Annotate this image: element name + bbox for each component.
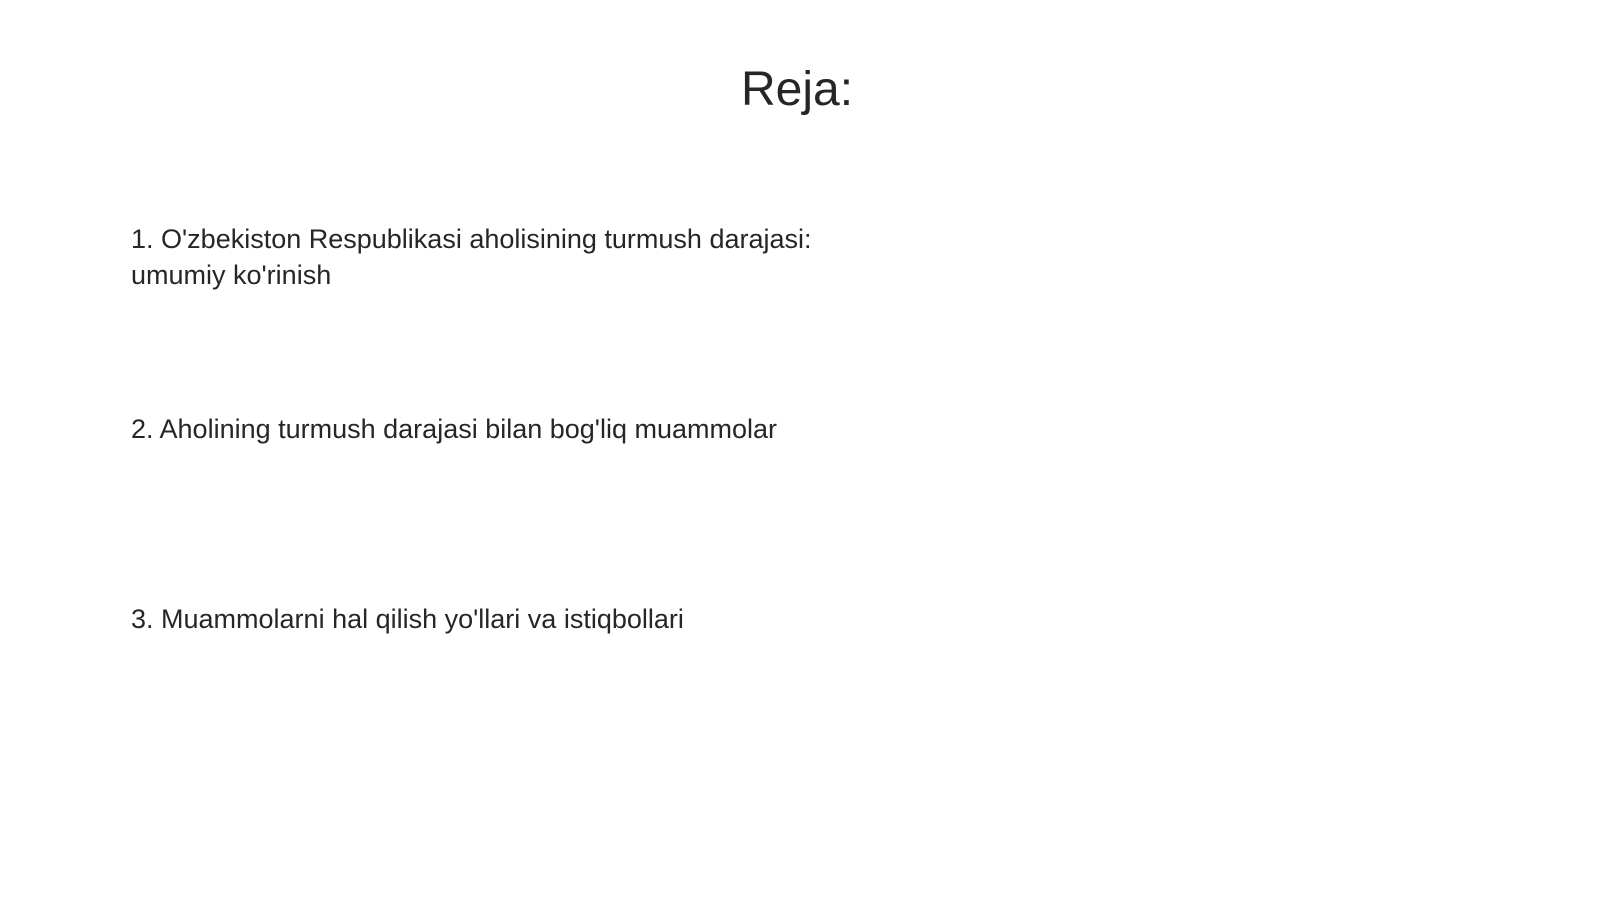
plan-item-3: 3. Muammolarni hal qilish yo'llari va istiqbollari (131, 604, 684, 634)
slide-title-text: Reja: (740, 63, 854, 116)
plan-item-1: 1. O'zbekiston Respublikasi aholisining turmush darajasi: umumiy ko'rinish (131, 224, 812, 290)
plan-item-2: 2. Aholining turmush darajasi bilan bog'liq muammolar (131, 414, 777, 444)
slide-title (0, 60, 1600, 120)
